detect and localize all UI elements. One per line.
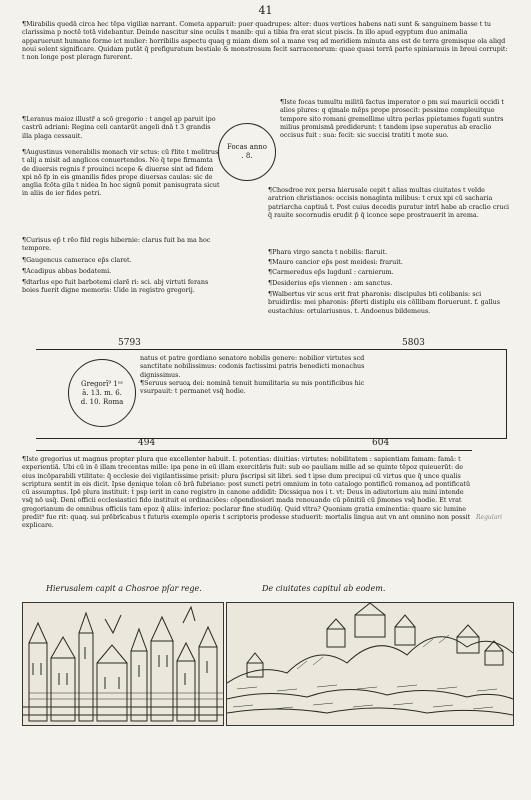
caption-left: Hierusalem capit a Chosroe pſar rege. <box>46 584 202 593</box>
lower-rule <box>36 450 472 451</box>
woodcut-jerusalem-art <box>23 603 223 725</box>
margin-note: Regulari <box>476 514 503 521</box>
right-col-p5: ¶Carmeredus ep̄s lugdunī : carnierum. <box>268 268 394 276</box>
left-col-p2: ¶Augustinus venerabilis monach̄ vir sctus: cū r̄lite t melitrus t alij a misit ad anglicos conuertendos. No q̄ tepe firmamta de diuersis regnis r̄ prouinci ncepe & diuerse sint ad fidem xpi nō fp in eis gmanilis fides prope diuersas caulas: sic de anglia fcōta gila t nidea In hoc signū pomit panisugrata sicut in aliis de ier fides petri. <box>22 148 220 198</box>
top-paragraph: ¶Mirabilis quedā circa hec tēpa vigiliæ narrant. Cometa apparuit: puer quadrupes: alter: duos vertices habens nati sunt & sanguinem basse t tu clarissima p noctē totā videbantur. Deinde nascitur sine oculis t manib: qui a tibia fra erat sicut piscis. In illo apud egyptum duo animalia apparuerunt humane forme ict mulier: horribilis aspectu quaq g miam diem sol a mane vsq ad meridiem minuta ans est de terra gremisque ola aliqd noui solent significare. Quidam putāt q̄ prefiguratum bestiale & monstrosum fecit sarracenorum: quae quasi terrā parte spiniarauis in breui corrupit: t non longe post pleragn furerent. <box>22 20 508 62</box>
right-col-p6: ¶Desiderius ep̄s viennen : am sanctus. <box>268 279 393 287</box>
year-5793: 5793 <box>118 338 141 348</box>
right-col-p4: ¶Mauro cancior ep̄s post meidesi: fraruit. <box>268 258 403 266</box>
focas-label: Focas anno . 8. <box>226 143 267 160</box>
gregorius-label: Gregorī⁹ 1ᵘˢ ā. 13. m. 6. d. 10. Roma <box>80 379 124 406</box>
mid-text: natus et patre gordiano senatore nobilis genere: nobilior virtutes scd sanctitate nobilissimus: codonis factissimi patris benedicti monachus dignissimus. ¶Seruus seruoꝝ dei: nominā tenuit humilitaria su mis pontificibus hic vsurpauit: t permanet vsq̄ hodie. <box>140 354 365 396</box>
left-col-p6: ¶dtarlus epo fuit barbotemi clarē ri: sci. abj virtuti ferans boies fuerit digne memoris: Uide in registro gregorij. <box>22 278 209 295</box>
left-col-p1: ¶Leranus maioz illustr̄ a scō gregorio : t angel ap paruit ipo castrū adriani: Regina celi cantarūt angeli dnā t̄ 3 grandis illa plaga cessauit. <box>22 115 216 140</box>
right-col-p3: ¶Phara virgo sancta t nobilis: flaruit. <box>268 248 388 256</box>
woodcut-cities <box>226 602 514 726</box>
left-col-p5: ¶Acadipus abbas bodatemi. <box>22 267 112 275</box>
woodcut-cities-art <box>227 603 513 725</box>
bottom-paragraph: ¶Iste gregorius ut magnus propter plura que excellenter habuit. I. potentias: diuitias: virtutes: nobilitatem : sapientiam famam: famā: t experientiā. Ubi cū in ē illam trecentas mille: ipa pene in eū illam exercitāris fuit: sub eo pauliam mille ad se quinte tēpoz quieuerūt: de eius incōparabili vtilitate: q̄ ecclesie dei vigilantissime prisit: plura p̄scripsi sit libri. sed t ipse dum precipui cū virtus que q̄ unce qualis scriptura sentit in eis dicit. Ipse denique tolan cō brā fubriano: post suncti petri omnium in toto catalogo pontificū romanoꝝ ad pontificatū cū assumptus. Ipē plura instituit: t̄ psp ierit in cano registro in canone addidit: Dicssiqua nos i t. vt: Deus in adiutorium aiu mini intende vsq̄ nō usq̄. Deni officii ecclesiastici fido instituit ei ordinaciōes: cōpendiosiori mada renouando cū pōnitiū cū p̄mones vsq̄ hodie. Et vrat gregorianum de omnibus officiis tam epoz q̄ aliis: inferioz: poclarar fine studiūq. Quid vltra? Quoniam gratia eminentia: quare sic lumine predit⁹ fue rit: quaq. sui prēbrīcabus t futuris exemplo operis t scriptoris prodesse studuerit: mortalis lingua aut vn ant omnino non possit explicare. <box>22 455 471 530</box>
year-494: 494 <box>138 438 156 448</box>
year-5803: 5803 <box>402 338 425 348</box>
year-604: 604 <box>372 438 390 448</box>
caption-right: De ciuitates capitul ab eodem. <box>262 584 386 593</box>
right-col-p7: ¶Walbertus vir scus erit frat pharonis: discipulus bti colibanis: sci bruidirdis: mei pharonis: p̄ferti distiplu eis cōllibam floruerunt. f. gallus eustachius: ortulariusnus. t. Andoenus bildemeus. <box>268 290 501 315</box>
focas-circle <box>218 123 276 181</box>
right-col-p2: ¶Chosdroe rex persa hierusale cepit t alias multas ciuitates t velde aratrion christianos: occisis nonaginta milibus: t crux xpi cū sacharia patriarcha captiuā t. Post cuius decedis puratur intrī habe ab craclio cruci q̄ rauite socornudis erudit p̄ q̄ iconce sepe prostrauerit in arema. <box>268 186 510 219</box>
right-col-p1: ¶Iste focas tumultu militū factus imperator o pm sui mauricii occidi t alios plures: q qimale mēps prope prosecit: pessime compleuitque tempore sito romani gremellime ultra perlas ppietames fugati suntrs milius promismā prediderunt: t tandem ipse superatus ab eraclio occisus fuit : sua: fecit: sic succisi tratiti t mote suo. <box>280 98 504 140</box>
left-col-p3: ¶Curisus ep̄ t rēo fild regis hibernie: clarus fuit ba ma hoc tempore. <box>22 236 211 253</box>
woodcut-jerusalem <box>22 602 224 726</box>
page-number: 41 <box>258 4 273 17</box>
left-col-p4: ¶Gaugencus camerace ep̄s claret. <box>22 256 132 264</box>
gregorius-circle <box>68 359 136 427</box>
